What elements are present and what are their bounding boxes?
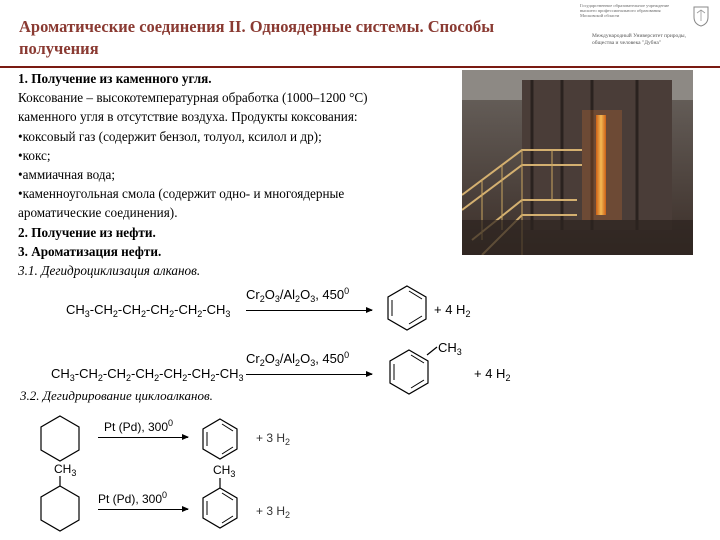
heading-oil: 2. Получение из нефти. (18, 224, 156, 240)
reaction1-product: + 4 $H_2$ (434, 302, 471, 319)
list-item: ароматические соединения). (18, 205, 178, 221)
slide-title: Ароматические соединения II. Одноядерные системы. Способы получения (19, 17, 495, 58)
reaction2-product: + 4 $H_2$ (474, 366, 511, 383)
list-item: •каменноугольная смола (содержит одно- и многоядерные (18, 186, 345, 202)
reaction3-arrow (98, 437, 188, 438)
university-logo (566, 3, 716, 63)
reaction4-product: + 3 $H_2$ (256, 504, 291, 520)
methylcyclohexane-ring (35, 474, 85, 536)
subheading-dehydrocyclization: 3.1. Дегидроциклизация алканов. (18, 263, 201, 279)
list-item: •кокс; (18, 147, 51, 163)
reaction3-product: + 3 $H_2$ (256, 431, 291, 447)
logo-top-text: Государственное образовательное учреждение высшего профессионального образования Московской области (580, 3, 670, 18)
title-divider (0, 66, 720, 68)
reaction4-substituent-right: $CH_3$ (213, 463, 236, 479)
cyclohexane-ring (35, 413, 85, 465)
text-line: Коксование – высокотемпературная обработка (1000–1200 °С) (18, 90, 368, 106)
emblem-icon (692, 5, 710, 27)
reaction1-reactant: $CH_3-CH_2-CH_2-CH_2-CH_2-CH_3$ (66, 302, 231, 319)
coke-plant-photo (462, 70, 693, 255)
reaction1-arrow (246, 310, 372, 311)
reaction2-condition: $Cr_2O_3/Al_2O_3$, $450^0$ (246, 350, 350, 368)
benzene-ring (382, 283, 432, 333)
toluene-ring (198, 476, 242, 532)
heading-coal: 1. Получение из каменного угля. (18, 71, 212, 86)
text-body (18, 69, 458, 280)
benzene-ring (198, 416, 242, 462)
reaction2-reactant: $CH_3-CH_2-CH_2-CH_2-CH_2-CH_2-CH_3$ (51, 366, 244, 383)
reaction4-arrow (98, 509, 188, 510)
logo-bottom-text: Международный Университет природы, общества и человека "Дубна" (592, 33, 686, 46)
list-item: •аммиачная вода; (18, 167, 116, 183)
list-item: •коксовый газ (содержит бензол, толуол, ксилол и др); (18, 128, 322, 144)
text-line: каменного угля в отсутствие воздуха. Продукты коксования: (18, 109, 358, 125)
reaction4-condition: Pt (Pd), $300^0$ (98, 490, 168, 506)
reaction2-substituent: $CH_3$ (438, 340, 462, 357)
heading-aromatization: 3. Ароматизация нефти. (18, 243, 162, 259)
reaction4-substituent-left: $CH_3$ (54, 462, 77, 478)
reaction3-condition: Pt (Pd), $300^0$ (104, 418, 174, 434)
reaction2-arrow (246, 374, 372, 375)
subheading-dehydrogenation: 3.2. Дегидрирование циклоалканов. (20, 388, 213, 403)
reaction1-condition: $Cr_2O_3/Al_2O_3$, $450^0$ (246, 286, 350, 304)
